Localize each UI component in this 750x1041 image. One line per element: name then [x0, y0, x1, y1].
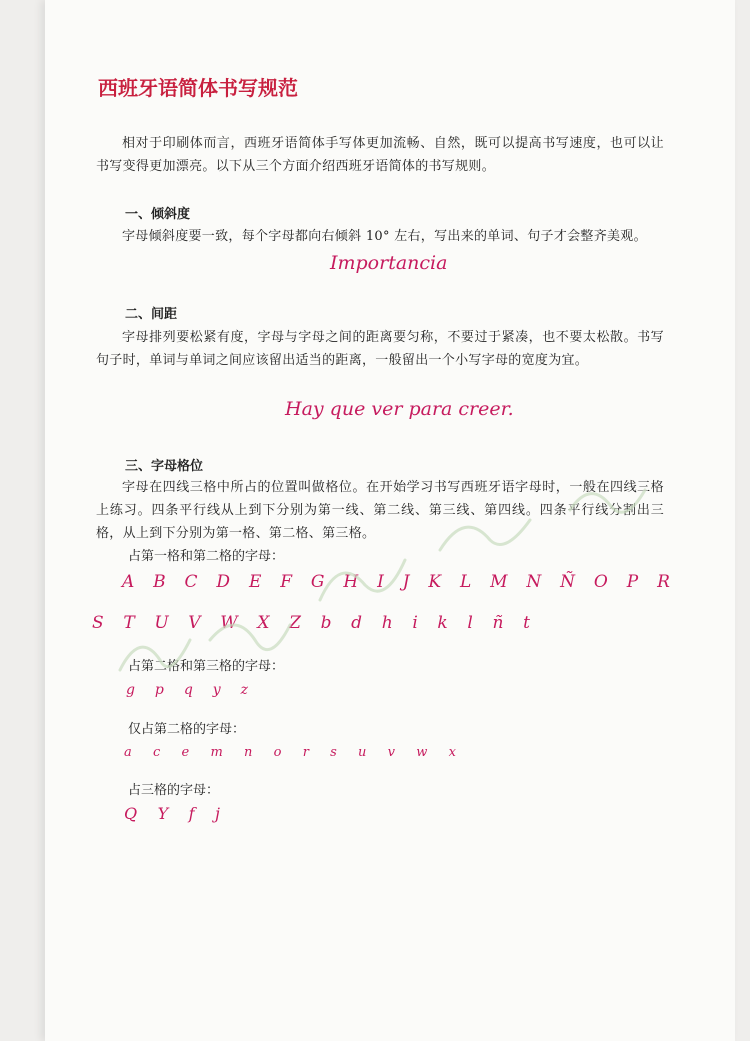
script-letter: v — [387, 745, 396, 760]
script-letter: Q — [124, 804, 138, 823]
script-letter: n — [244, 745, 253, 760]
section-text-slant: 字母倾斜度要一致，每个字母都向右倾斜 10° 左右，写出来的单词、句子才会整齐美观。 — [122, 229, 647, 244]
script-letter: V — [188, 613, 201, 633]
script-letter: X — [257, 613, 270, 633]
script-letter: p — [154, 682, 164, 698]
letter-row-descenders — [126, 682, 248, 698]
letter-row-full-height — [124, 804, 220, 823]
script-letter: l — [467, 613, 473, 633]
script-letter: d — [351, 613, 363, 633]
group-label-three-spaces: 占三格的字母： — [128, 783, 220, 798]
group-label-second-third-space: 占第二格和第三格的字母： — [128, 659, 285, 674]
script-letter: Z — [289, 613, 301, 633]
script-letter: j — [215, 804, 220, 823]
group-label-first-second-space: 占第一格和第二格的字母： — [128, 549, 285, 564]
script-letter: c — [153, 745, 161, 760]
script-letter: P — [626, 572, 639, 592]
script-letter: J — [402, 572, 410, 592]
spacing-example-sentence: Hay que ver para creer. — [285, 398, 514, 420]
group-label-second-space-only: 仅占第二格的字母： — [128, 722, 246, 737]
script-letter: A — [122, 572, 135, 592]
letter-row-lowercase — [124, 745, 456, 760]
section-title-spacing: 二、间距 — [125, 307, 178, 322]
script-letter: L — [459, 572, 472, 592]
script-letter: W — [220, 613, 238, 633]
script-letter: F — [280, 572, 293, 592]
script-letter: R — [657, 572, 670, 592]
script-letter: K — [428, 572, 442, 592]
script-letter: I — [377, 572, 384, 592]
script-letter: O — [593, 572, 608, 592]
letter-row-uppercase-1 — [122, 572, 670, 592]
script-letter: f — [188, 804, 195, 823]
section-text-letter-position: 字母在四线三格中所占的位置叫做格位。在开始学习书写西班牙语字母时，一般在四线三格上练习。四条平行线从上到下分别为第一线、第二线、第三线、第四线。四条平行线分割出三格，从上到下分别为第一格、第二格、第三格。 — [96, 480, 664, 541]
page-title: 西班牙语简体书写规范 — [98, 76, 298, 100]
script-letter: B — [153, 572, 166, 592]
script-letter: m — [210, 745, 223, 760]
script-letter: s — [330, 745, 337, 760]
script-letter: q — [183, 682, 193, 698]
script-letter: t — [523, 613, 530, 633]
script-letter: e — [181, 745, 190, 760]
script-letter: S — [92, 613, 104, 633]
script-letter: C — [184, 572, 198, 592]
script-letter: T — [123, 613, 135, 633]
script-letter: k — [437, 613, 448, 633]
script-letter: Ñ — [560, 572, 576, 592]
script-letter: M — [490, 572, 508, 592]
script-letter: i — [412, 613, 418, 633]
script-letter: y — [212, 682, 221, 698]
script-letter: E — [248, 572, 262, 592]
section-title-letter-position: 三、字母格位 — [125, 459, 204, 474]
section-text-spacing: 字母排列要松紧有度，字母与字母之间的距离要匀称，不要过于紧凑，也不要太松散。书写句子时，单词与单词之间应该留出适当的距离，一般留出一个小写字母的宽度为宜。 — [96, 330, 664, 368]
script-letter: o — [273, 745, 282, 760]
script-letter: g — [126, 682, 135, 698]
script-letter: N — [526, 572, 542, 592]
script-letter: ñ — [492, 613, 504, 633]
script-letter: D — [216, 572, 231, 592]
slant-example-word: Importancia — [330, 252, 448, 274]
script-letter: z — [240, 682, 248, 698]
script-letter: G — [310, 572, 325, 592]
script-letter: U — [154, 613, 169, 633]
intro-paragraph: 相对于印刷体而言，西班牙语简体手写体更加流畅、自然，既可以提高书写速度，也可以让书写变得更加漂亮。以下从三个方面介绍西班牙语简体的书写规则。 — [96, 136, 664, 174]
script-letter: b — [320, 613, 332, 633]
letter-row-uppercase-2 — [92, 613, 530, 633]
script-letter: x — [448, 745, 456, 760]
script-letter: a — [124, 745, 132, 760]
script-letter: h — [381, 613, 393, 633]
section-title-slant: 一、倾斜度 — [125, 207, 191, 222]
script-letter: r — [302, 745, 309, 760]
script-letter: H — [343, 572, 359, 592]
script-letter: u — [358, 745, 367, 760]
script-letter: Y — [157, 804, 169, 823]
script-letter: w — [416, 745, 428, 760]
